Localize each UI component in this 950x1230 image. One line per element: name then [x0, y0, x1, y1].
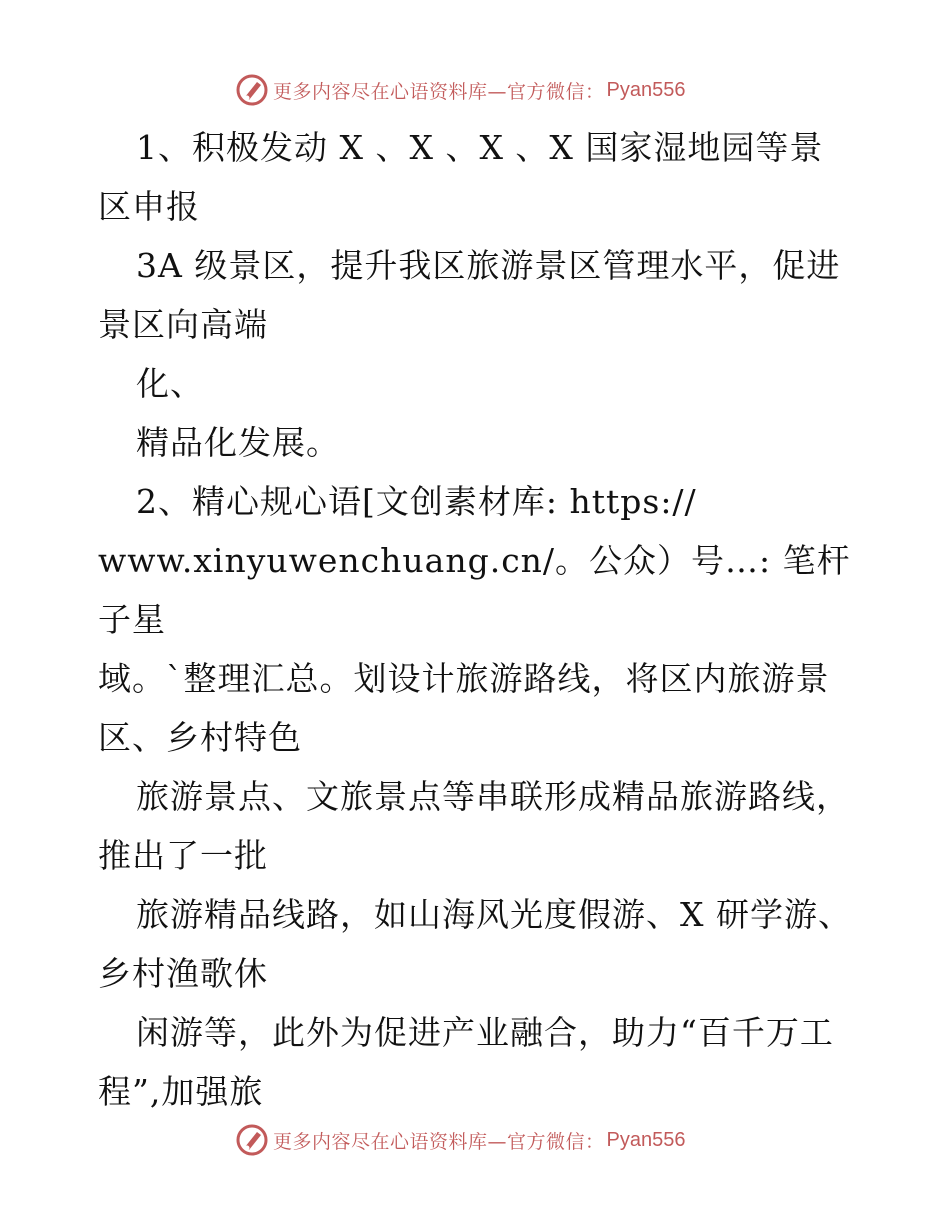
text-line: 推出了一批 — [98, 836, 268, 875]
text-line: 精品化发展。 — [136, 423, 340, 462]
text-line: 程”,加强旅 — [98, 1072, 264, 1111]
text-line: 旅游景点、文旅景点等串联形成精品旅游路线， — [136, 777, 850, 816]
pen-circle-logo-icon — [235, 1123, 269, 1157]
text-line: 旅游精品线路，如山海风光度假游、X 研学游、 — [136, 895, 852, 934]
watermark-text: 更多内容尽在心语资料库—官方微信： — [273, 80, 605, 103]
watermark-wechat-id: Pyan556 — [606, 78, 686, 101]
watermark-wechat-id: Pyan556 — [606, 1128, 686, 1151]
watermark-text: 更多内容尽在心语资料库—官方微信： — [273, 1130, 605, 1153]
pen-circle-logo-icon — [235, 73, 269, 107]
footer-watermark — [235, 1122, 685, 1158]
text-line: 3A 级景区，提升我区旅游景区管理水平，促进 — [136, 246, 841, 285]
text-line: www.xinyuwenchuang.cn/。公众）号…: 笔杆子星 — [98, 541, 851, 639]
header-watermark — [235, 72, 685, 108]
text-line: 1、积极发动 X 、X 、X 、X 国家湿地园等景 — [136, 128, 824, 167]
text-line: 乡村渔歌休 — [98, 954, 268, 993]
text-line: 2、精心规心语[文创素材库: https:// — [136, 482, 697, 521]
text-line: 区申报 — [98, 187, 200, 226]
document-body — [98, 118, 868, 1121]
text-line: 化、 — [136, 364, 204, 403]
text-line: 闲游等，此外为促进产业融合，助力“百千万工 — [136, 1013, 834, 1052]
text-line: 域。`整理汇总。划设计旅游路线，将区内旅游景 — [98, 659, 830, 698]
text-line: 区、乡村特色 — [98, 718, 302, 757]
text-line: 景区向高端 — [98, 305, 268, 344]
